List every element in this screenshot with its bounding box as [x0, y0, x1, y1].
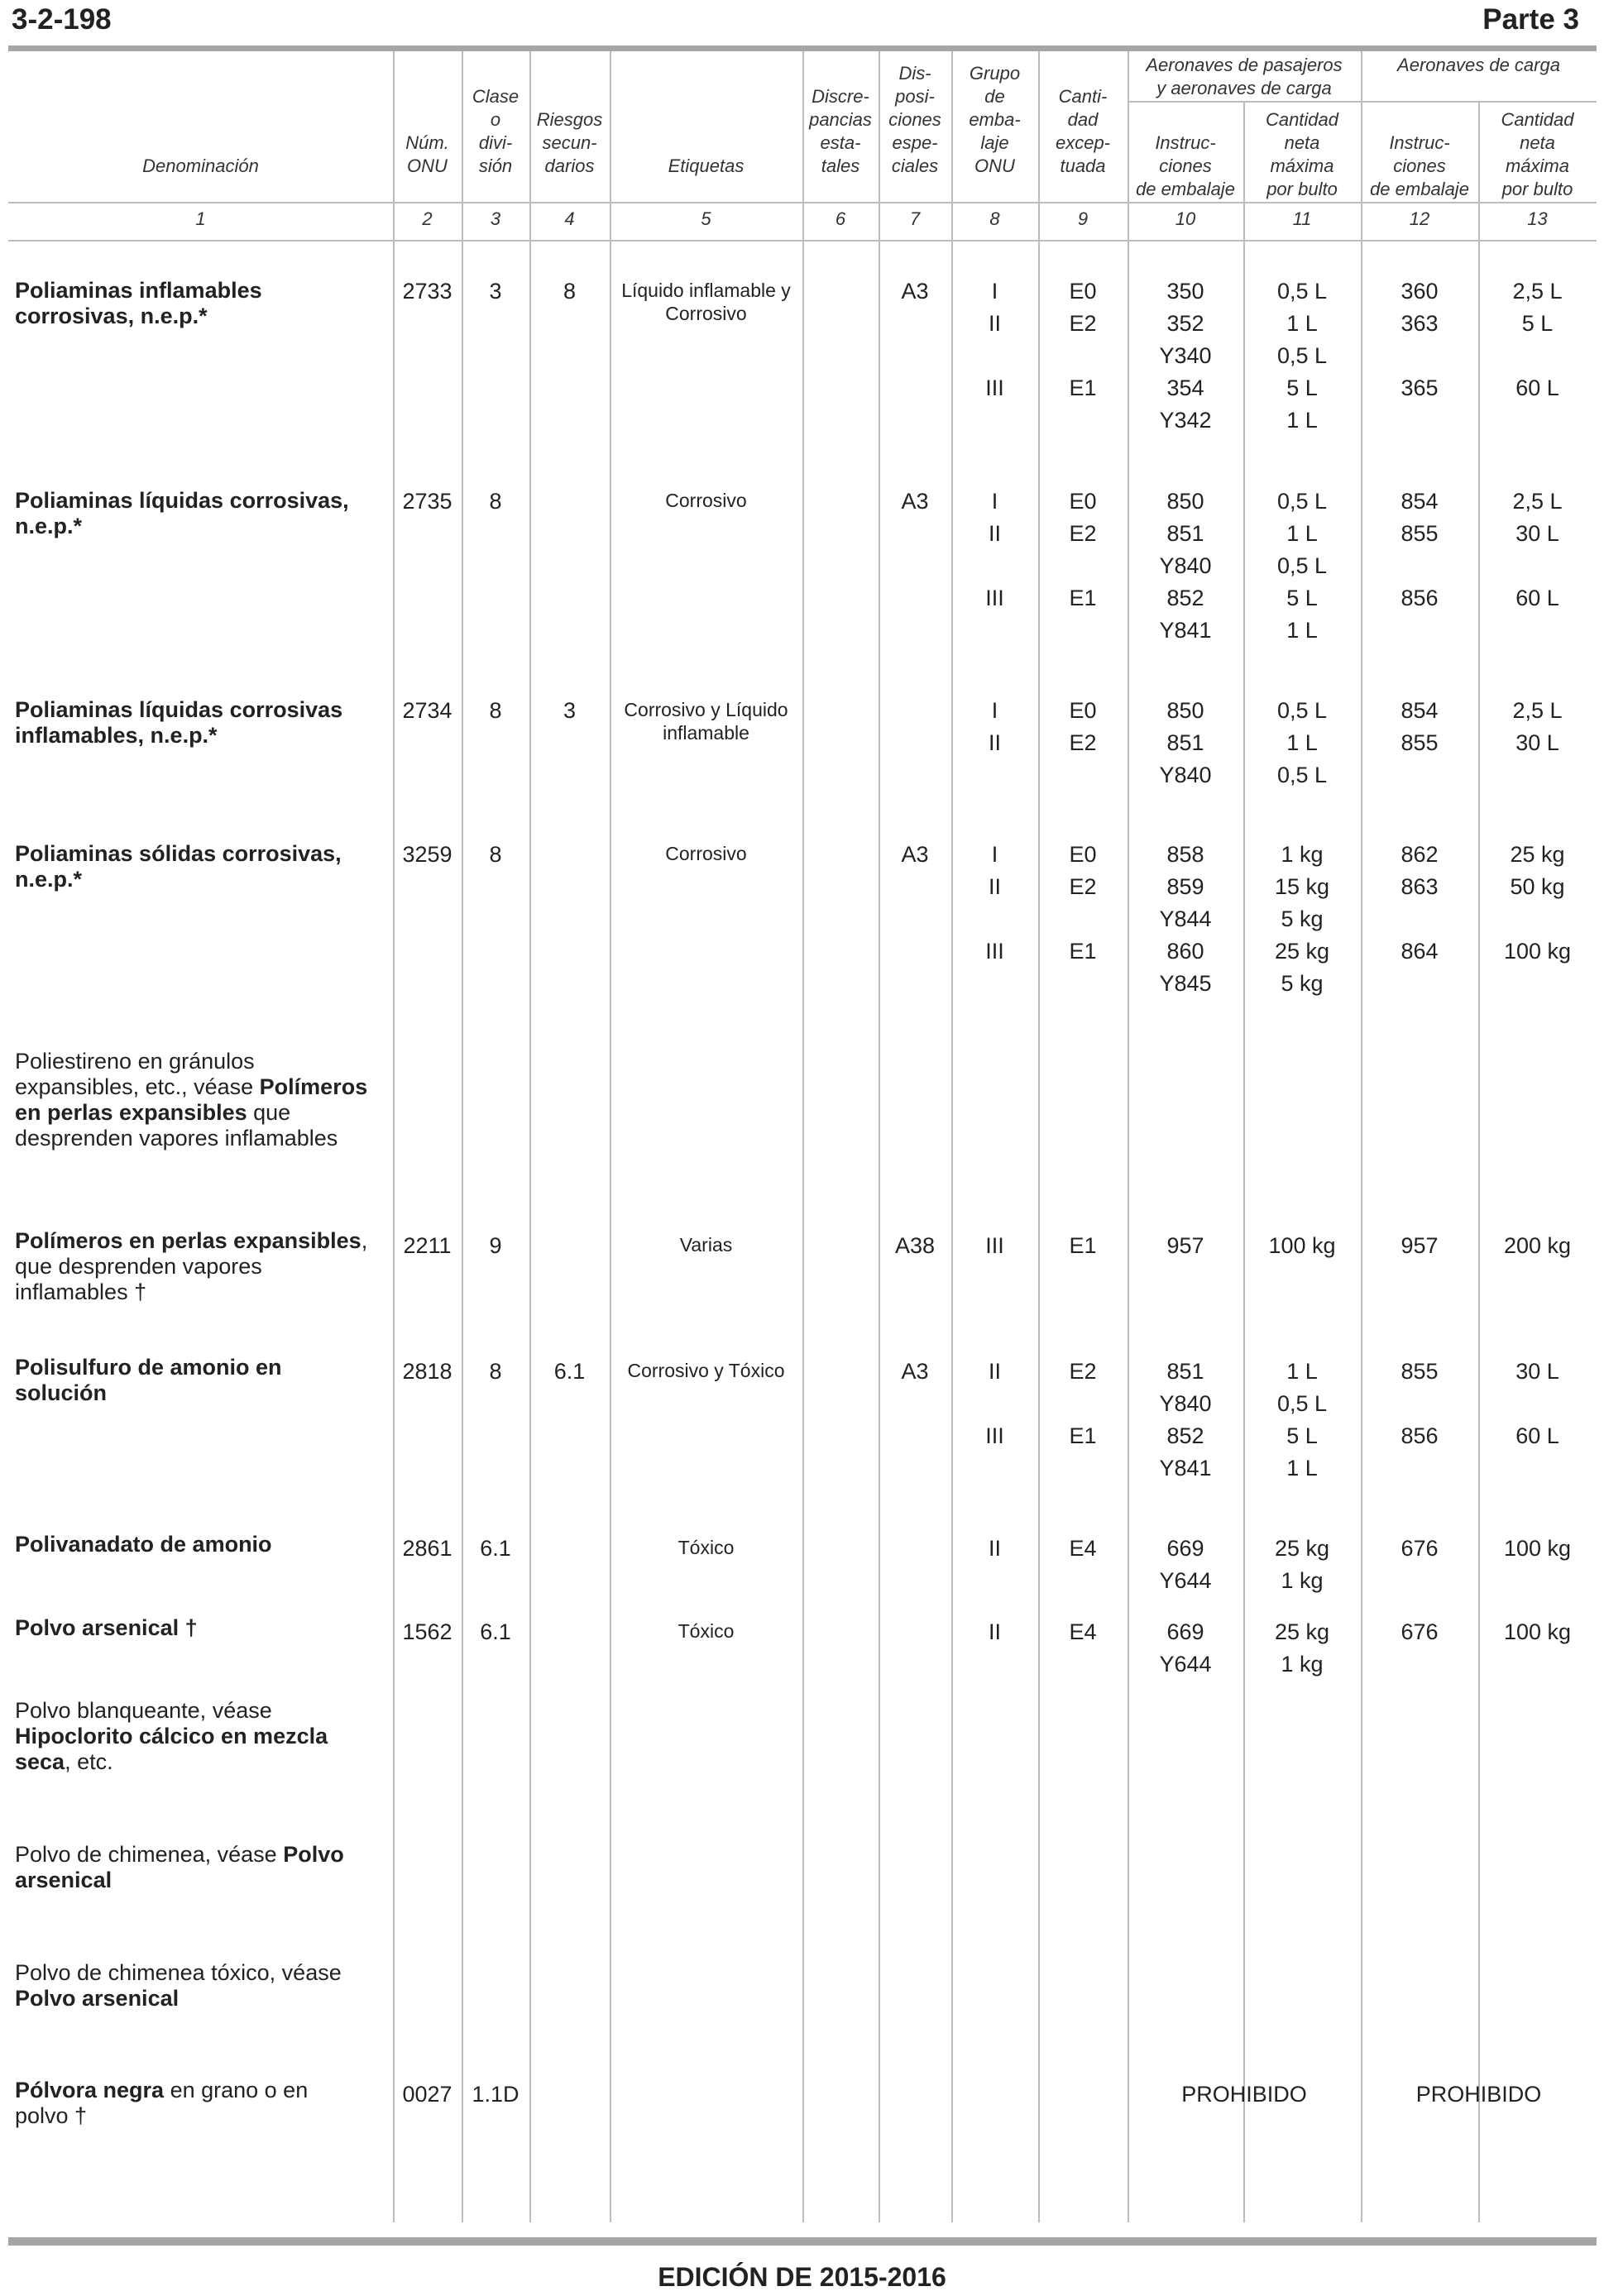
top-rule: [8, 45, 1597, 51]
class-division: 9: [489, 1233, 502, 1258]
entry-name: Polímeros en perlas expansibles, que desprenden vapores inflamables †: [15, 1228, 368, 1304]
un-number: 2861: [402, 1536, 452, 1561]
max-quantity-cargo: 2,5 L 30 L: [1512, 698, 1563, 755]
subsidiary-risk: 6.1: [553, 1359, 586, 1384]
packing-group: I II III: [985, 279, 1004, 400]
column-number-4: 4: [564, 208, 575, 229]
packing-instruction-passenger: 850 851 Y840: [1159, 698, 1212, 787]
forbidden-passenger: PROHIBIDO: [1181, 2082, 1307, 2107]
header-cantidad-carga: Cantidad neta máxima por bulto: [1501, 109, 1574, 199]
max-quantity-passenger: 0,5 L 1 L 0,5 L: [1276, 698, 1328, 787]
special-provision: A3: [901, 489, 929, 514]
column-number-2: 2: [422, 208, 433, 229]
labels: Varias: [679, 1234, 733, 1256]
class-division: 8: [489, 698, 502, 723]
labels: Corrosivo y Líquido inflamable: [624, 699, 788, 744]
packing-instruction-cargo: 854 855: [1401, 698, 1439, 755]
column-number-11: 11: [1292, 208, 1312, 229]
special-provision: A3: [901, 1359, 929, 1384]
class-division: 8: [489, 1359, 502, 1384]
entry-name: Polisulfuro de amonio en solución: [15, 1355, 282, 1405]
entry-name: Pólvora negra en grano o en polvo †: [15, 2078, 309, 2128]
packing-instruction-cargo: 862 863 864: [1401, 842, 1439, 964]
labels: Corrosivo y Tóxico: [627, 1360, 785, 1381]
column-number-13: 13: [1527, 208, 1548, 229]
excepted-quantity: E2 E1: [1069, 1359, 1097, 1448]
excepted-quantity: E0 E2 E1: [1069, 489, 1097, 610]
entry-name: Polvo arsenical †: [15, 1615, 198, 1640]
header-denominacion: Denominación: [142, 155, 259, 176]
packing-group: II III: [985, 1359, 1004, 1448]
entry-name: Poliaminas inflamables corrosivas, n.e.p.*: [15, 278, 262, 328]
class-division: 1.1D: [472, 2082, 520, 2107]
entry-name: Polvo de chimenea, véase Polvo arsenical: [15, 1842, 344, 1892]
entry-name: Poliaminas sólidas corrosivas, n.e.p.*: [15, 841, 342, 892]
page-part: Parte 3: [1482, 3, 1579, 36]
header-carga-group: Aeronaves de carga: [1397, 55, 1560, 75]
special-provision: A3: [901, 842, 929, 867]
class-division: 6.1: [480, 1536, 511, 1561]
subsidiary-risk: 8: [563, 279, 577, 304]
excepted-quantity: E4: [1069, 1619, 1097, 1644]
packing-instruction-passenger: 669 Y644: [1159, 1536, 1212, 1593]
packing-instruction-cargo: 957: [1401, 1233, 1439, 1258]
labels: Corrosivo: [665, 490, 747, 511]
class-division: 8: [489, 489, 502, 514]
header-disposiciones: Dis- posi- ciones espe- ciales: [888, 63, 941, 176]
header-grupo: Grupo de emba- laje ONU: [969, 63, 1021, 176]
packing-instruction-cargo: 676: [1401, 1619, 1439, 1644]
max-quantity-passenger: 25 kg 1 kg: [1274, 1619, 1330, 1677]
entry-name: Poliaminas líquidas corrosivas, n.e.p.*: [15, 488, 349, 538]
max-quantity-cargo: 200 kg: [1503, 1233, 1572, 1258]
excepted-quantity: E0 E2 E1: [1069, 842, 1097, 964]
page-header: [0, 0, 1604, 40]
max-quantity-cargo: 25 kg 50 kg 100 kg: [1503, 842, 1572, 964]
header-discrepancias: Discre- pancias esta- tales: [809, 86, 872, 176]
entry-name: Polvo blanqueante, véase Hipoclorito cálcico en mezcla seca, etc.: [15, 1698, 328, 1774]
packing-instruction-passenger: 851 Y840 852 Y841: [1159, 1359, 1212, 1480]
max-quantity-cargo: 100 kg: [1503, 1536, 1572, 1561]
forbidden-cargo: PROHIBIDO: [1415, 2082, 1542, 2107]
max-quantity-passenger: 0,5 L 1 L 0,5 L 5 L 1 L: [1276, 279, 1328, 433]
header-num-onu: Núm. ONU: [405, 132, 449, 176]
packing-instruction-passenger: 850 851 Y840 852 Y841: [1159, 489, 1212, 643]
packing-group: II: [988, 1536, 1001, 1561]
class-division: 3: [489, 279, 502, 304]
column-number-1: 1: [195, 208, 206, 229]
max-quantity-cargo: 100 kg: [1503, 1619, 1572, 1644]
packing-group: II: [988, 1619, 1001, 1644]
class-division: 8: [489, 842, 502, 867]
column-number-3: 3: [490, 208, 501, 229]
max-quantity-passenger: 0,5 L 1 L 0,5 L 5 L 1 L: [1276, 489, 1328, 643]
max-quantity-passenger: 25 kg 1 kg: [1274, 1536, 1330, 1593]
packing-group: III: [985, 1233, 1004, 1258]
un-number: 2211: [403, 1233, 452, 1258]
column-number-8: 8: [989, 208, 1000, 229]
bottom-rule: [8, 2237, 1597, 2246]
packing-instruction-cargo: 676: [1401, 1536, 1439, 1561]
excepted-quantity: E0 E2 E1: [1069, 279, 1097, 400]
max-quantity-cargo: 2,5 L 30 L 60 L: [1512, 489, 1563, 610]
header-riesgos: Riesgos secun- darios: [536, 109, 603, 176]
packing-instruction-cargo: 360 363 365: [1401, 279, 1439, 400]
labels: Corrosivo: [665, 843, 747, 864]
special-provision: A38: [894, 1233, 936, 1258]
un-number: 2733: [402, 279, 452, 304]
max-quantity-passenger: 1 kg 15 kg 5 kg 25 kg 5 kg: [1274, 842, 1330, 996]
header-clase: Clase o divi- sión: [472, 86, 520, 176]
entry-name: Poliestireno en gránulos expansibles, etc., véase Polímeros en perlas expansibles que desprenden vapores inflamables: [15, 1049, 368, 1150]
excepted-quantity: E1: [1069, 1233, 1097, 1258]
un-number: 1562: [402, 1619, 452, 1644]
un-number: 2734: [402, 698, 452, 723]
packing-instruction-cargo: 855 856: [1401, 1359, 1439, 1448]
excepted-quantity: E0 E2: [1069, 698, 1097, 755]
packing-group: I II III: [985, 842, 1004, 964]
page-number: 3-2-198: [12, 3, 112, 36]
column-number-10: 10: [1175, 208, 1196, 229]
column-number-5: 5: [701, 208, 711, 229]
column-number-7: 7: [909, 208, 921, 229]
max-quantity-passenger: 100 kg: [1268, 1233, 1336, 1258]
subsidiary-risk: 3: [563, 698, 577, 723]
excepted-quantity: E4: [1069, 1536, 1097, 1561]
max-quantity-cargo: 2,5 L 5 L 60 L: [1512, 279, 1563, 400]
un-number: 3259: [402, 842, 452, 867]
entry-name: Polivanadato de amonio: [15, 1532, 272, 1557]
un-number: 2735: [402, 489, 452, 514]
packing-instruction-passenger: 350 352 Y340 354 Y342: [1159, 279, 1212, 433]
packing-group: I II: [988, 698, 1001, 755]
entry-name: Poliaminas líquidas corrosivas inflamables, n.e.p.*: [15, 697, 343, 748]
footer-edition: EDICIÓN DE 2015-2016: [658, 2262, 946, 2292]
max-quantity-passenger: 1 L 0,5 L 5 L 1 L: [1276, 1359, 1328, 1480]
packing-instruction-cargo: 854 855 856: [1401, 489, 1439, 610]
packing-group: I II III: [985, 489, 1004, 610]
column-number-6: 6: [835, 208, 846, 229]
header-cantidad-exceptuada: Canti- dad excep- tuada: [1055, 86, 1111, 176]
labels: Líquido inflamable y Corrosivo: [621, 280, 791, 324]
entry-name: Polvo de chimenea tóxico, véase Polvo arsenical: [15, 1960, 342, 2011]
class-division: 6.1: [480, 1619, 511, 1644]
labels: Tóxico: [678, 1620, 735, 1642]
labels: Tóxico: [678, 1537, 735, 1558]
column-number-12: 12: [1409, 208, 1430, 229]
max-quantity-cargo: 30 L 60 L: [1515, 1359, 1559, 1448]
packing-instruction-passenger: 858 859 Y844 860 Y845: [1159, 842, 1212, 996]
header-pasajeros-group: Aeronaves de pasajeros y aeronaves de carga: [1146, 55, 1343, 98]
column-number-9: 9: [1077, 208, 1089, 229]
header-instrucciones-carga: Instruc- ciones de embalaje: [1370, 132, 1469, 199]
un-number: 0027: [402, 2082, 452, 2107]
header-cantidad-pasajeros: Cantidad neta máxima por bulto: [1265, 109, 1339, 199]
special-provision: A3: [901, 279, 929, 304]
packing-instruction-passenger: 669 Y644: [1159, 1619, 1212, 1677]
un-number: 2818: [402, 1359, 452, 1384]
header-etiquetas: Etiquetas: [668, 155, 745, 176]
header-instrucciones-pasajeros: Instruc- ciones de embalaje: [1136, 132, 1235, 199]
packing-instruction-passenger: 957: [1166, 1233, 1204, 1258]
